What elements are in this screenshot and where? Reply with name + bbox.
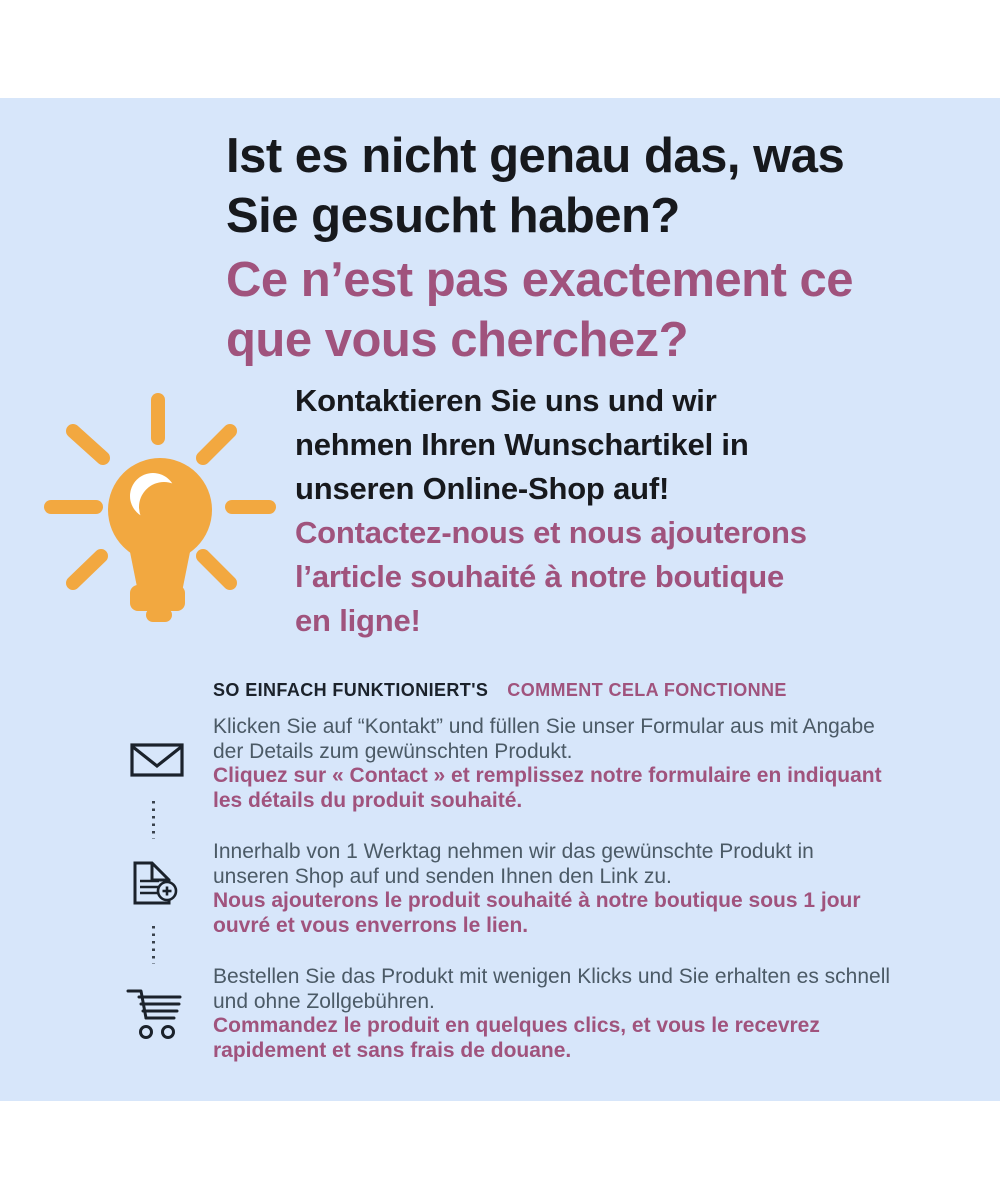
step-2-de-line: Innerhalb von 1 Werktag nehmen wir das gewünschte Produkt in [213, 840, 814, 863]
hero-title-fr-line: que vous cherchez? [226, 313, 689, 367]
pitch-de-line: unseren Online-Shop auf! [295, 471, 670, 506]
step-1-fr-line: Cliquez sur « Contact » et remplissez notre formulaire en indiquant [213, 764, 882, 787]
pitch-fr-line: l’article souhaité à notre boutique [295, 559, 785, 594]
step-1-text [213, 715, 882, 813]
step-3-text [213, 965, 890, 1063]
step-3-de-line: Bestellen Sie das Produkt mit wenigen Klicks und Sie erhalten es schnell [213, 965, 891, 988]
shopping-cart-icon [125, 985, 185, 1041]
dotted-connector [152, 801, 155, 839]
step-1-fr-line: les détails du produit souhaité. [213, 788, 523, 812]
pitch-de-line: nehmen Ihren Wunschartikel in [295, 427, 749, 462]
hero-title-de-line: Sie gesucht haben? [226, 189, 680, 243]
step-2-fr-line: Nous ajouterons le produit souhaité à notre boutique sous 1 jour [213, 889, 861, 912]
hero-title-french [226, 250, 853, 370]
step-2-fr-line: ouvré et vous enverrons le lien. [213, 913, 529, 937]
envelope-icon [130, 743, 184, 777]
pitch-fr-line: Contactez-nous et nous ajouterons [295, 515, 807, 550]
step-3-fr-line: Commandez le produit en quelques clics, et vous le recevrez [213, 1014, 820, 1037]
how-it-works-heading-fr: COMMENT CELA FONCTIONNE [507, 680, 787, 700]
pitch-fr-line: en ligne! [295, 603, 421, 638]
dotted-connector [152, 926, 155, 964]
step-2-de-line: unseren Shop auf und senden Ihnen den Link zu. [213, 864, 672, 888]
step-2-text [213, 840, 861, 938]
pitch-text [295, 379, 807, 643]
lightbulb-icon [40, 390, 276, 630]
hero-title-german [226, 126, 844, 246]
hero-title-fr-line: Ce n’est pas exactement ce [226, 253, 854, 307]
how-it-works-heading [213, 680, 787, 701]
hero-title-de-line: Ist es nicht genau das, was [226, 129, 845, 183]
pitch-de-line: Kontaktieren Sie uns und wir [295, 383, 717, 418]
document-add-icon [130, 858, 180, 912]
step-1-de-line: Klicken Sie auf “Kontakt” und füllen Sie unser Formular aus mit Angabe [213, 715, 875, 738]
step-3-fr-line: rapidement et sans frais de douane. [213, 1038, 572, 1062]
how-it-works-heading-de: SO EINFACH FUNKTIONIERT'S [213, 680, 489, 700]
step-1-de-line: der Details zum gewünschten Produkt. [213, 739, 573, 763]
step-3-de-line: und ohne Zollgebühren. [213, 989, 435, 1013]
